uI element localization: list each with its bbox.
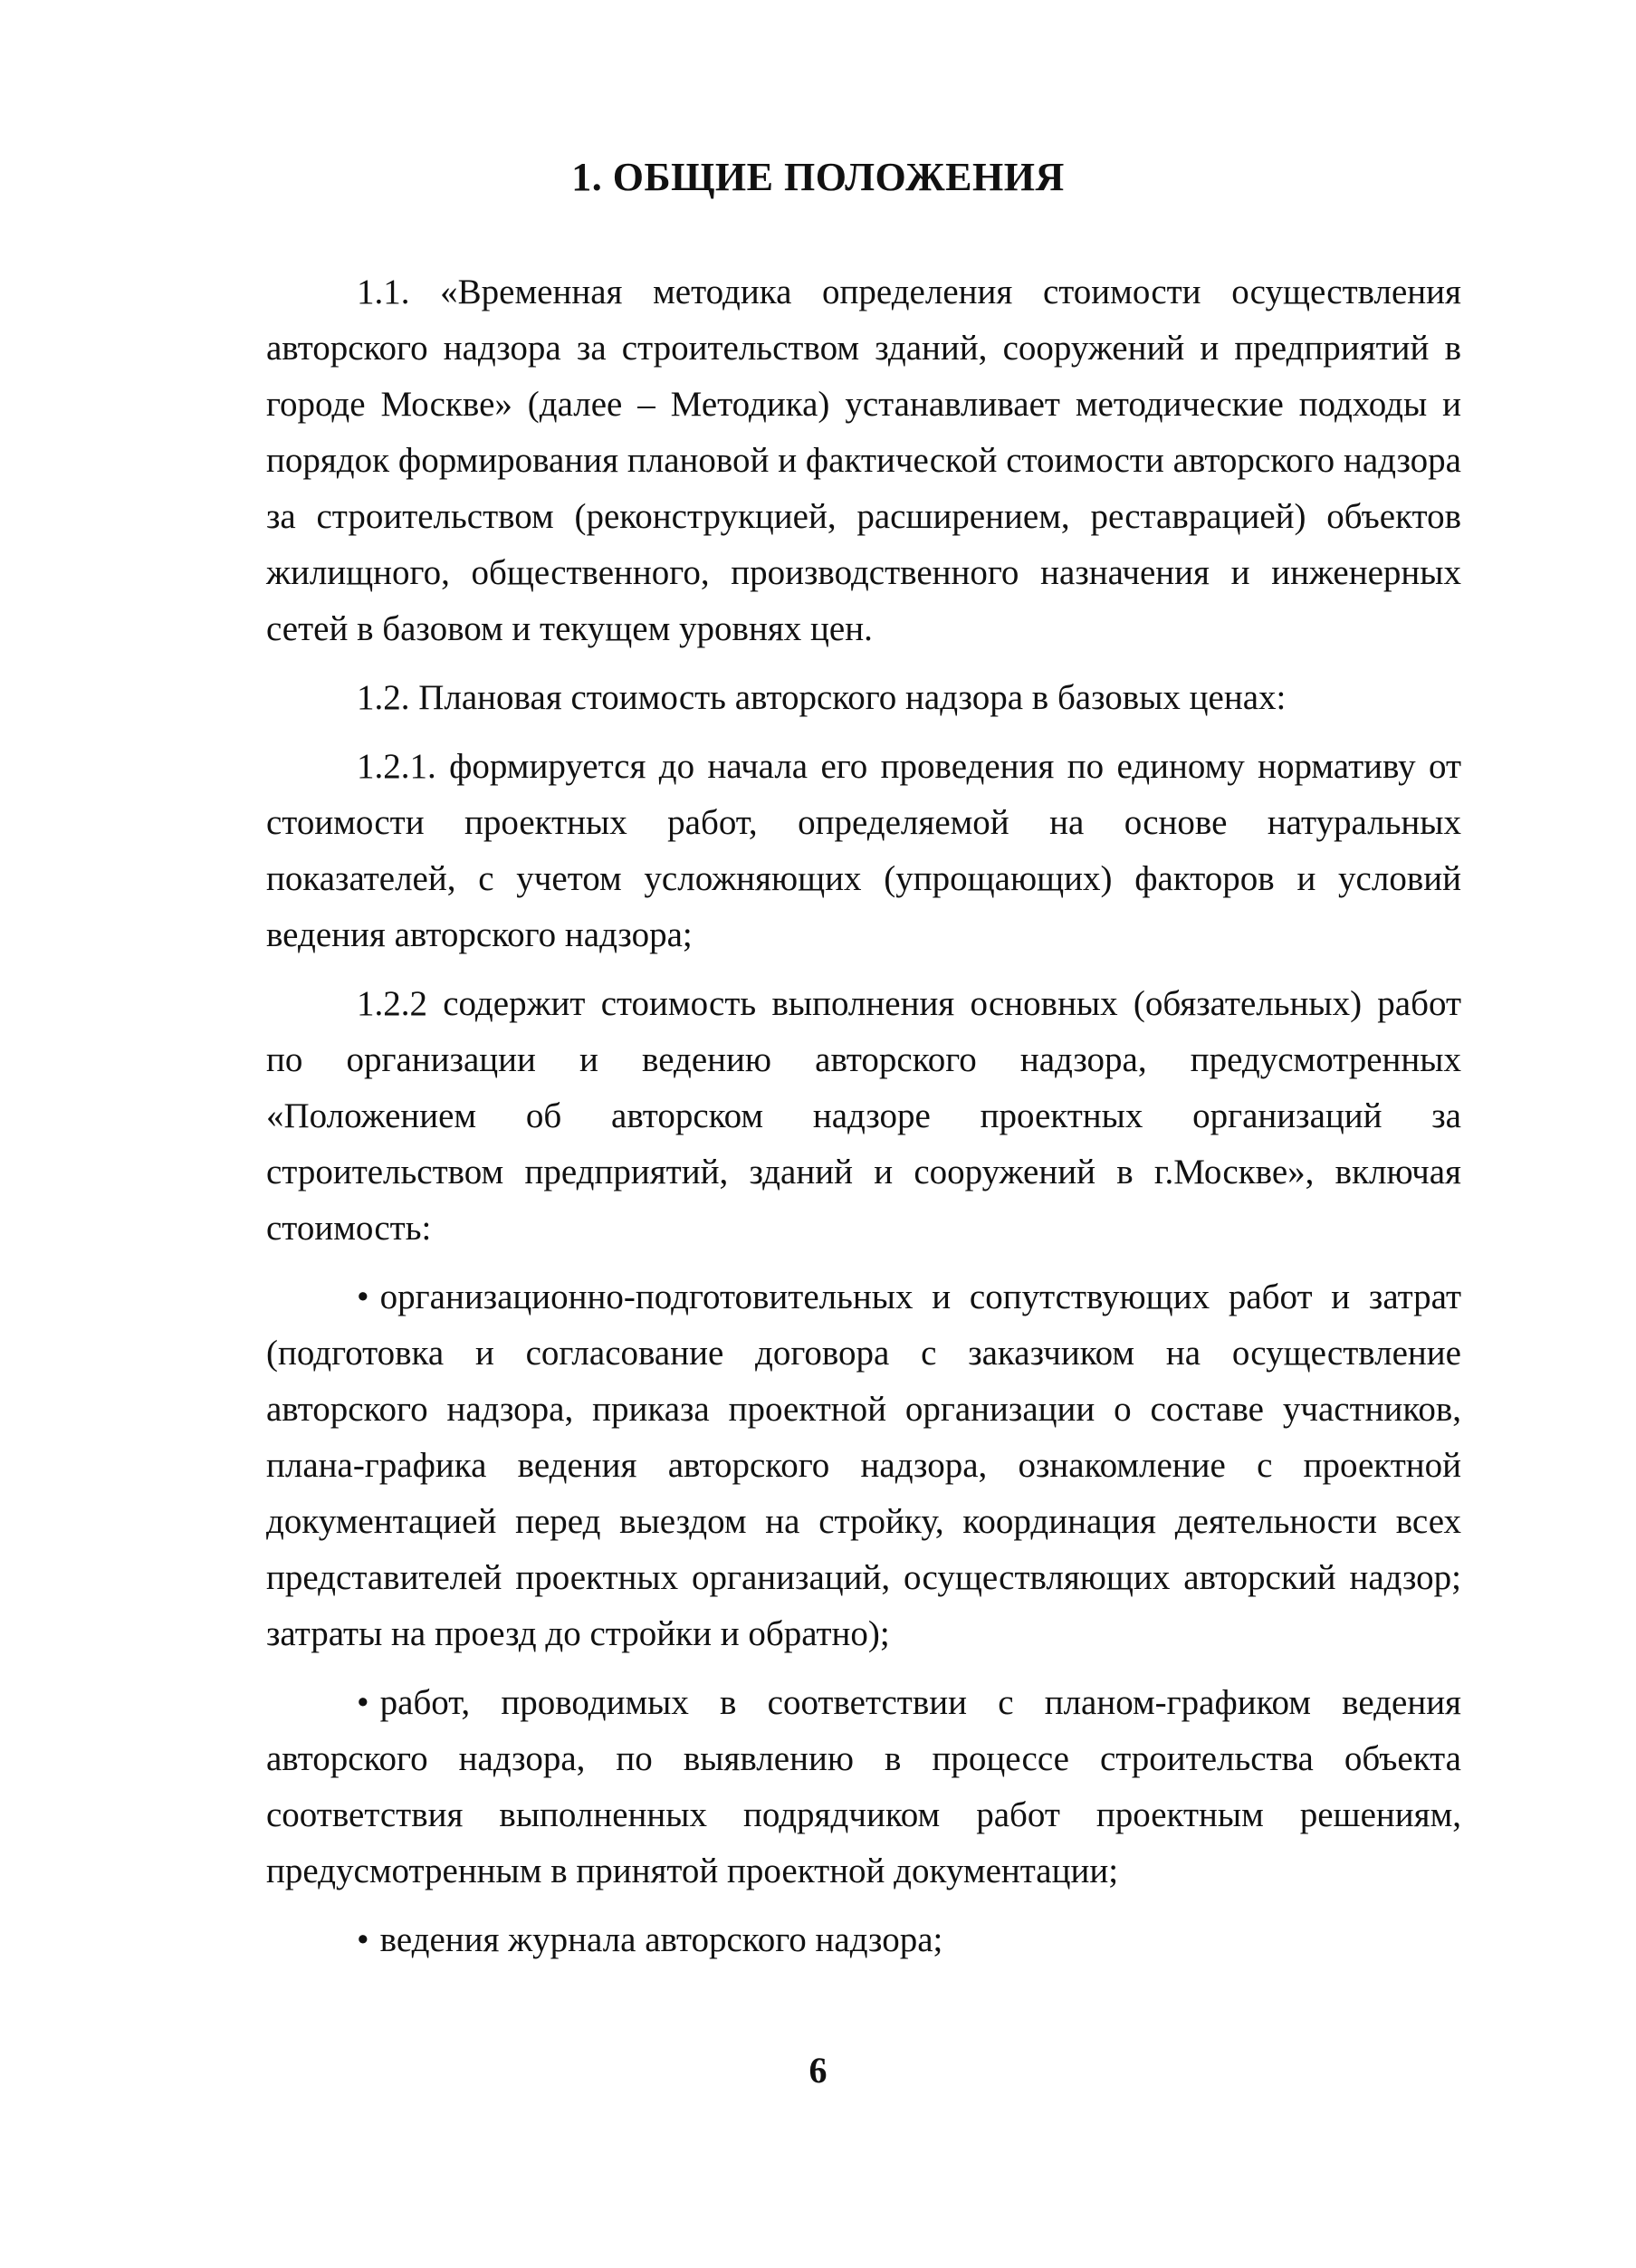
bullet-item-3 <box>266 1912 1461 1968</box>
bullet-item-2 <box>266 1675 1461 1900</box>
bullet-text: ведения журнала авторского надзора; <box>379 1920 943 1959</box>
paragraph-1-2-1: 1.2.1. формируется до начала его проведения по единому нормативу от стоимости проектных работ, определяемой на основе натуральных показателей, с учетом усложняющих (упрощающих) факторов и условий ведения авторского надзора; <box>266 747 1461 954</box>
section-heading: 1. ОБЩИЕ ПОЛОЖЕНИЯ <box>571 155 1065 199</box>
bullet-text: работ, проводимых в соответствии с планом-графиком ведения авторского надзора, по выявлению в процессе строительства объекта соответствия выполненных подрядчиком работ проектным решениям, предусмотренным в принятой проектной документации; <box>266 1683 1461 1890</box>
bullet-icon: • <box>357 1683 369 1722</box>
body-text <box>266 264 1461 1981</box>
bullet-text: организационно-подготовительных и сопутствующих работ и затрат (подготовка и согласование договора с заказчиком на осуществление авторского надзора, приказа проектной организации о составе участников, плана-графика ведения авторского надзора, ознакомление с проектной документацией перед выездом на стройку, координация деятельности всех представителей проектных организаций, осуществляющих авторский надзор; затраты на проезд до стройки и обратно); <box>266 1278 1461 1653</box>
bullet-icon: • <box>357 1278 369 1316</box>
page-number: 6 <box>808 2050 828 2091</box>
paragraph-1-2-2: 1.2.2 содержит стоимость выполнения основных (обязательных) работ по организации и ведению авторского надзора, предусмотренных «Положением об авторском надзоре проектных организаций за строительством предприятий, зданий и сооружений в г.Москве», включая стоимость: <box>266 984 1461 1248</box>
paragraph-1-1: 1.1. «Временная методика определения стоимости осуществления авторского надзора за строительством зданий, сооружений и предприятий в городе Москве» (далее – Методика) устанавливает методические подходы и порядок формирования плановой и фактической стоимости авторского надзора за строительством (реконструкцией, расширением, реставрацией) объектов жилищного, общественного, производственного назначения и инженерных сетей в базовом и текущем уровнях цен. <box>266 273 1461 648</box>
paragraph-1-2: 1.2. Плановая стоимость авторского надзора в базовых ценах: <box>357 678 1287 717</box>
bullet-item-1 <box>266 1269 1461 1662</box>
bullet-icon: • <box>357 1920 369 1959</box>
